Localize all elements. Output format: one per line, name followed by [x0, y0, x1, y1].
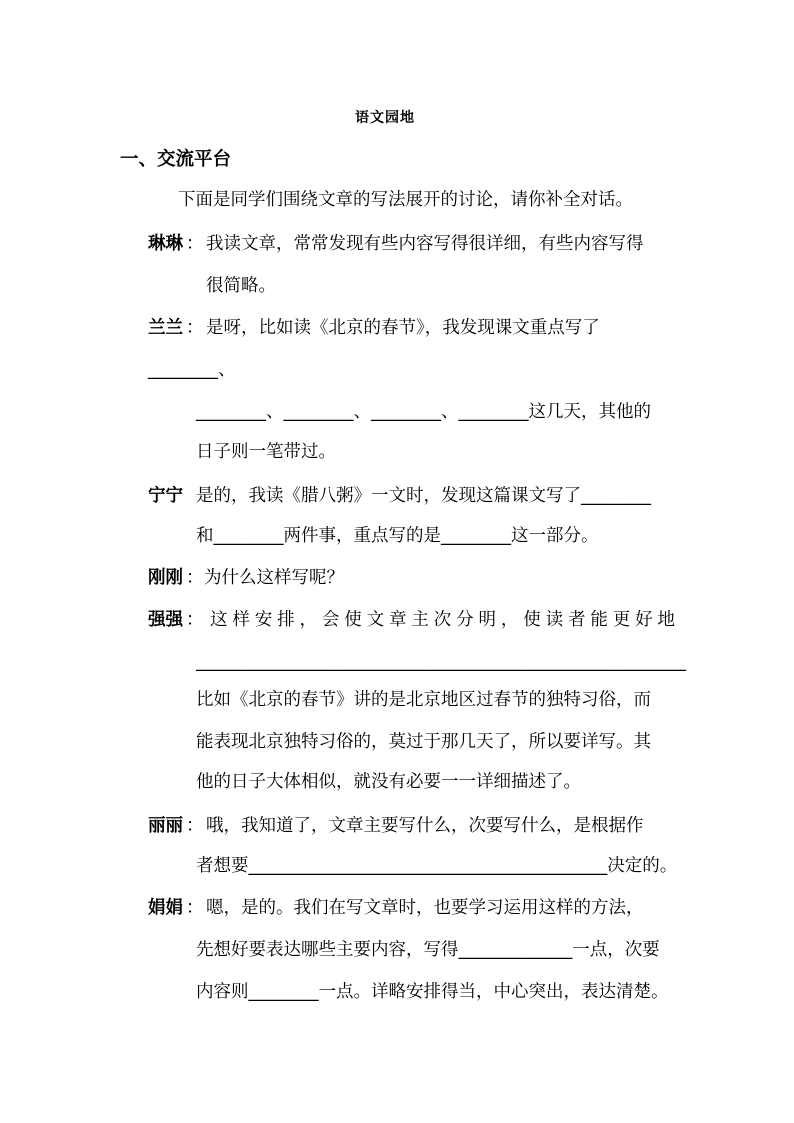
dialogue-line: 很简略。 — [206, 276, 276, 296]
dialogue-line: ________________________________________________________ — [196, 652, 686, 672]
dialogue-line: 他的日子大体相似，就没有必要一一详细描述了。 — [196, 772, 581, 792]
colon: ： — [186, 898, 204, 918]
speaker-linlin: 琳琳 — [148, 234, 183, 254]
dialogue-line: 比如《北京的春节》讲的是北京地区过春节的独特习俗，而 — [196, 690, 651, 710]
dialogue-line: 哦，我知道了，文章主要写什么，次要写什么，是根据作 — [206, 816, 644, 836]
dialogue-line: 我读文章，常常发现有些内容写得很详细，有些内容写得 — [206, 234, 644, 254]
dialogue-line: 为什么这样写呢？ — [204, 568, 344, 588]
dialogue-line: 和________两件事，重点写的是________这一部分。 — [196, 526, 599, 546]
speaker-ganggang: 刚刚 — [148, 568, 183, 588]
dialogue-line: 者想要_________________________________________决定的。 — [196, 856, 678, 876]
colon: ： — [186, 816, 204, 836]
section-heading: 一、交流平台 — [120, 149, 232, 170]
dialogue-line: 这样安排，会使文章主次分明，使读者能更好地 — [210, 610, 675, 630]
dialogue-line: 是呀，比如读《北京的春节》，我发现课文重点写了 — [206, 318, 600, 338]
intro-text: 下面是同学们围绕文章的写法展开的讨论，请你补全对话。 — [178, 190, 633, 210]
dialogue-line: 日子则一笔带过。 — [196, 442, 336, 462]
speaker-juanjuan: 娟娟 — [148, 898, 183, 918]
dialogue-line: ________、 — [148, 360, 236, 380]
colon: ： — [186, 318, 204, 338]
dialogue-line: 是的，我读《腊八粥》一文时，发现这篇课文写了________ — [196, 486, 651, 506]
dialogue-line: ________、________、________、________这几天，其他的 — [196, 402, 651, 422]
speaker-lanlan: 兰兰 — [148, 318, 183, 338]
colon: ： — [186, 610, 204, 630]
speaker-ningning: 宁宁 — [148, 486, 183, 506]
dialogue-line: 先想好要表达哪些主要内容，写得_____________一点，次要 — [196, 940, 660, 960]
speaker-qiangqiang: 强强 — [148, 610, 183, 630]
page-title: 语文园地 — [355, 110, 415, 126]
dialogue-line: 能表现北京独特习俗的，莫过于那几天了，所以要详写。其 — [196, 732, 651, 752]
dialogue-line: 内容则________一点。详略安排得当，中心突出，表达清楚。 — [196, 982, 669, 1002]
colon: ： — [186, 568, 204, 588]
colon: ： — [186, 234, 204, 254]
dialogue-line: 嗯，是的。我们在写文章时，也要学习运用这样的方法， — [206, 898, 644, 918]
speaker-lili: 丽丽 — [148, 816, 183, 836]
